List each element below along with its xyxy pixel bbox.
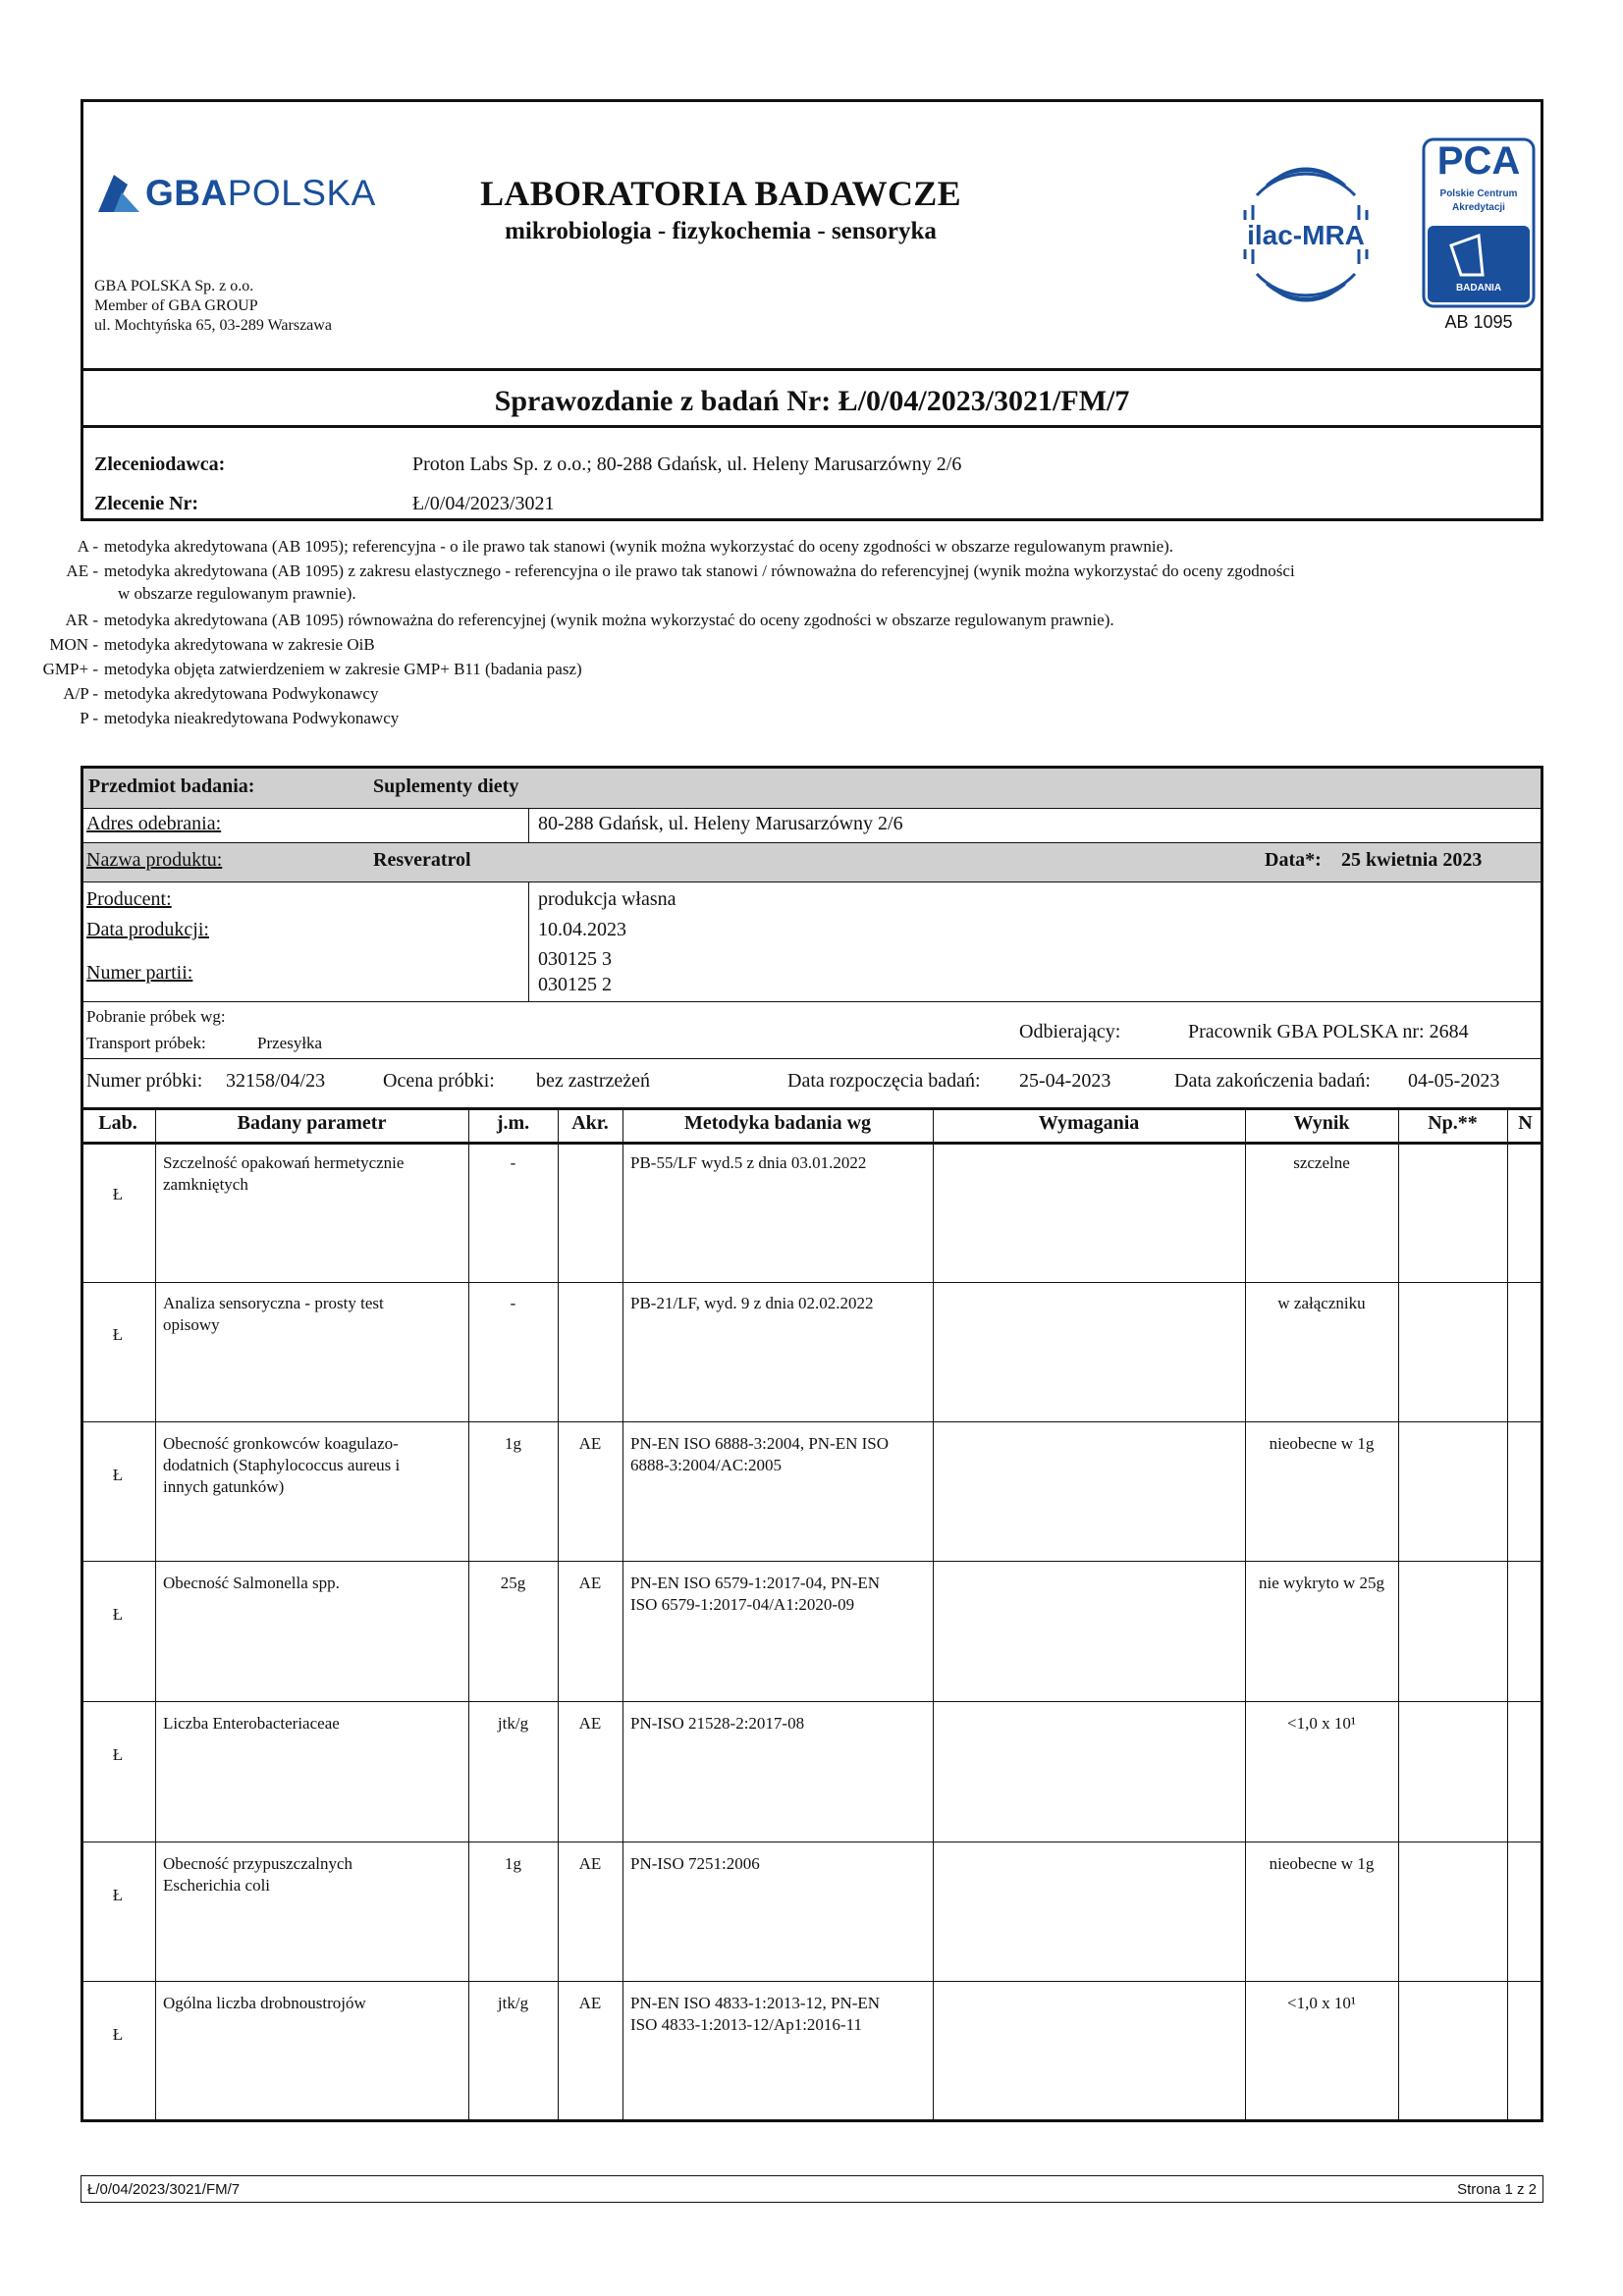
row-divider xyxy=(81,1282,1543,1283)
accreditation-number: AB 1095 xyxy=(1444,312,1513,332)
pca-badania: BADANIA xyxy=(1455,283,1502,294)
lab-title: LABORATORIA BADAWCZE xyxy=(480,174,961,213)
column-header-parameter: Badany parametr xyxy=(237,1112,387,1134)
order-value: Ł/0/04/2023/3021 xyxy=(412,493,555,514)
product-value: Resveratrol xyxy=(373,849,471,871)
sample-number-value: 32158/04/23 xyxy=(226,1070,326,1092)
receiver-label: Odbierający: xyxy=(1019,1021,1121,1042)
batch-value: 030125 2 xyxy=(538,974,612,995)
page-footer xyxy=(81,2175,1543,2203)
col-divider xyxy=(528,808,529,842)
end-date-label: Data zakończenia badań: xyxy=(1174,1070,1371,1092)
cell-lab: Ł xyxy=(112,1745,124,1764)
cell-result: szczelne xyxy=(1293,1153,1350,1172)
column-header-result: Wynik xyxy=(1293,1112,1350,1134)
title-divider xyxy=(81,425,1543,428)
cell-result: nie wykryto w 25g xyxy=(1259,1574,1384,1592)
company-address xyxy=(94,277,332,336)
gba-logo-text: GBAPOLSKA xyxy=(145,173,376,213)
cell-method: PN-EN ISO 6579-1:2017-04, PN-EN ISO 6579-1:2017-04/A1:2020-09 xyxy=(630,1574,881,1614)
cell-unit: - xyxy=(510,1294,516,1312)
cell-lab: Ł xyxy=(112,1605,124,1624)
cell-unit: 1g xyxy=(505,1854,521,1873)
cell-unit: 1g xyxy=(505,1434,521,1453)
receiver-value: Pracownik GBA POLSKA nr: 2684 xyxy=(1188,1021,1469,1042)
cell-unit: 25g xyxy=(500,1574,526,1592)
company-group: Member of GBA GROUP xyxy=(94,297,258,314)
cell-method: PB-55/LF wyd.5 z dnia 03.01.2022 xyxy=(630,1153,867,1172)
start-date-value: 25-04-2023 xyxy=(1019,1070,1111,1092)
row-divider xyxy=(81,1421,1543,1422)
ilac-mra-logo xyxy=(1237,161,1375,308)
cell-result: w załączniku xyxy=(1277,1294,1366,1312)
cell-accreditation: AE xyxy=(578,1574,602,1592)
gba-logo xyxy=(94,165,399,224)
cell-result: <1,0 x 10¹ xyxy=(1287,1714,1356,1733)
cell-accreditation: AE xyxy=(578,1434,602,1453)
sampling-label: Pobranie próbek wg: xyxy=(86,1007,226,1026)
cell-method: PN-ISO 21528-2:2017-08 xyxy=(630,1714,805,1733)
footer-page-number: Strona 1 z 2 xyxy=(1457,2181,1537,2198)
cell-lab: Ł xyxy=(112,2025,124,2044)
col-divider xyxy=(528,881,529,1001)
results-header-bottom xyxy=(81,1142,1543,1145)
svg-text:ilac-MRA: ilac-MRA xyxy=(1247,220,1365,250)
batch-value: 030125 3 xyxy=(538,948,612,970)
cell-parameter: Obecność przypuszczalnych Escherichia coli xyxy=(163,1854,353,1895)
cell-unit: - xyxy=(510,1153,516,1172)
transport-label: Transport próbek: xyxy=(86,1034,206,1052)
column-header-uncertainty: Np.** xyxy=(1428,1112,1478,1134)
company-name: GBA POLSKA Sp. z o.o. xyxy=(94,278,254,294)
address-value: 80-288 Gdańsk, ul. Heleny Marusarzówny 2/6 xyxy=(538,813,903,834)
start-date-label: Data rozpoczęcia badań: xyxy=(787,1070,981,1092)
row-divider xyxy=(81,1058,1543,1059)
column-header-n: N xyxy=(1518,1112,1533,1134)
client-label: Zleceniodawca: xyxy=(94,454,226,475)
product-label: Nazwa produktu: xyxy=(86,849,223,871)
pca-title: PCA xyxy=(1436,139,1521,183)
row-divider xyxy=(81,1561,1543,1562)
producer-value: produkcja własna xyxy=(538,888,676,910)
cell-parameter: Szczelność opakowań hermetycznie zamkniętych xyxy=(163,1153,405,1194)
production-date-value: 10.04.2023 xyxy=(538,919,626,940)
row-divider xyxy=(81,1981,1543,1982)
assessment-value: bez zastrzeżeń xyxy=(536,1070,651,1092)
row-divider xyxy=(81,881,1543,882)
col-divider xyxy=(558,1107,559,2122)
cell-accreditation: AE xyxy=(578,1714,602,1733)
col-divider xyxy=(1398,1107,1399,2122)
ilac-mra-icon xyxy=(1237,161,1375,308)
date-value: 25 kwietnia 2023 xyxy=(1341,849,1483,871)
assessment-label: Ocena próbki: xyxy=(383,1070,495,1092)
results-header-top xyxy=(81,1107,1543,1110)
header-divider xyxy=(81,368,1543,371)
batch-label: Numer partii: xyxy=(86,962,193,984)
column-header-unit: j.m. xyxy=(496,1112,530,1134)
row-divider xyxy=(81,842,1543,843)
cell-parameter: Obecność gronkowców koagulazo- dodatnich (Staphylococcus aureus i innych gatunków) xyxy=(163,1434,401,1496)
report-title: Sprawozdanie z badań Nr: Ł/0/04/2023/3021/FM/7 xyxy=(494,385,1130,417)
cell-method: PN-EN ISO 6888-3:2004, PN-EN ISO 6888-3:2004/AC:2005 xyxy=(630,1434,890,1474)
col-divider xyxy=(1507,1107,1508,2122)
row-divider xyxy=(81,1701,1543,1702)
cell-result: <1,0 x 10¹ xyxy=(1287,1994,1356,2012)
col-divider xyxy=(468,1107,469,2122)
cell-lab: Ł xyxy=(112,1466,124,1484)
pca-logo xyxy=(1422,137,1536,308)
transport-value: Przesyłka xyxy=(257,1034,323,1052)
cell-parameter: Analiza sensoryczna - prosty test opisowy xyxy=(163,1294,384,1334)
cell-accreditation: AE xyxy=(578,1854,602,1873)
column-header-lab: Lab. xyxy=(98,1112,137,1134)
col-divider xyxy=(622,1107,623,2122)
cell-lab: Ł xyxy=(112,1185,124,1203)
column-header-accreditation: Akr. xyxy=(571,1112,609,1134)
client-value: Proton Labs Sp. z o.o.; 80-288 Gdańsk, ul. Heleny Marusarzówny 2/6 xyxy=(412,454,962,475)
subject-label: Przedmiot badania: xyxy=(88,775,255,797)
cell-accreditation: AE xyxy=(578,1994,602,2012)
lab-subtitle: mikrobiologia - fizykochemia - sensoryka xyxy=(505,218,937,244)
company-street: ul. Mochtyńska 65, 03-289 Warszawa xyxy=(94,317,332,334)
cell-result: nieobecne w 1g xyxy=(1269,1434,1375,1453)
pca-subtitle-1: Polskie Centrum xyxy=(1439,188,1518,199)
footer-report-number: Ł/0/04/2023/3021/FM/7 xyxy=(87,2181,241,2198)
address-label: Adres odebrania: xyxy=(86,813,222,834)
date-label: Data*: xyxy=(1265,849,1322,871)
row-divider xyxy=(81,1001,1543,1002)
col-divider xyxy=(155,1107,156,2122)
column-header-method: Metodyka badania wg xyxy=(683,1112,872,1134)
cell-parameter: Obecność Salmonella spp. xyxy=(163,1574,340,1592)
production-date-label: Data produkcji: xyxy=(86,919,209,940)
cell-result: nieobecne w 1g xyxy=(1269,1854,1375,1873)
col-divider xyxy=(933,1107,934,2122)
cell-lab: Ł xyxy=(112,1886,124,1904)
subject-value: Suplementy diety xyxy=(373,775,519,797)
cell-parameter: Ogólna liczba drobnoustrojów xyxy=(163,1994,366,2012)
producer-label: Producent: xyxy=(86,888,172,910)
cell-method: PB-21/LF, wyd. 9 z dnia 02.02.2022 xyxy=(630,1294,874,1312)
cell-unit: jtk/g xyxy=(497,1714,529,1733)
cell-unit: jtk/g xyxy=(497,1994,529,2012)
order-label: Zlecenie Nr: xyxy=(94,493,199,514)
sample-number-label: Numer próbki: xyxy=(86,1070,203,1092)
row-divider xyxy=(81,808,1543,809)
cell-parameter: Liczba Enterobacteriaceae xyxy=(163,1714,340,1733)
pca-subtitle-2: Akredytacji xyxy=(1452,202,1505,213)
gba-logo-mark-icon xyxy=(94,173,141,216)
cell-method: PN-ISO 7251:2006 xyxy=(630,1854,760,1873)
cell-lab: Ł xyxy=(112,1325,124,1344)
end-date-value: 04-05-2023 xyxy=(1408,1070,1500,1092)
col-divider xyxy=(1245,1107,1246,2122)
cell-method: PN-EN ISO 4833-1:2013-12, PN-EN ISO 4833-1:2013-12/Ap1:2016-11 xyxy=(630,1994,881,2034)
column-header-requirements: Wymagania xyxy=(1038,1112,1140,1134)
